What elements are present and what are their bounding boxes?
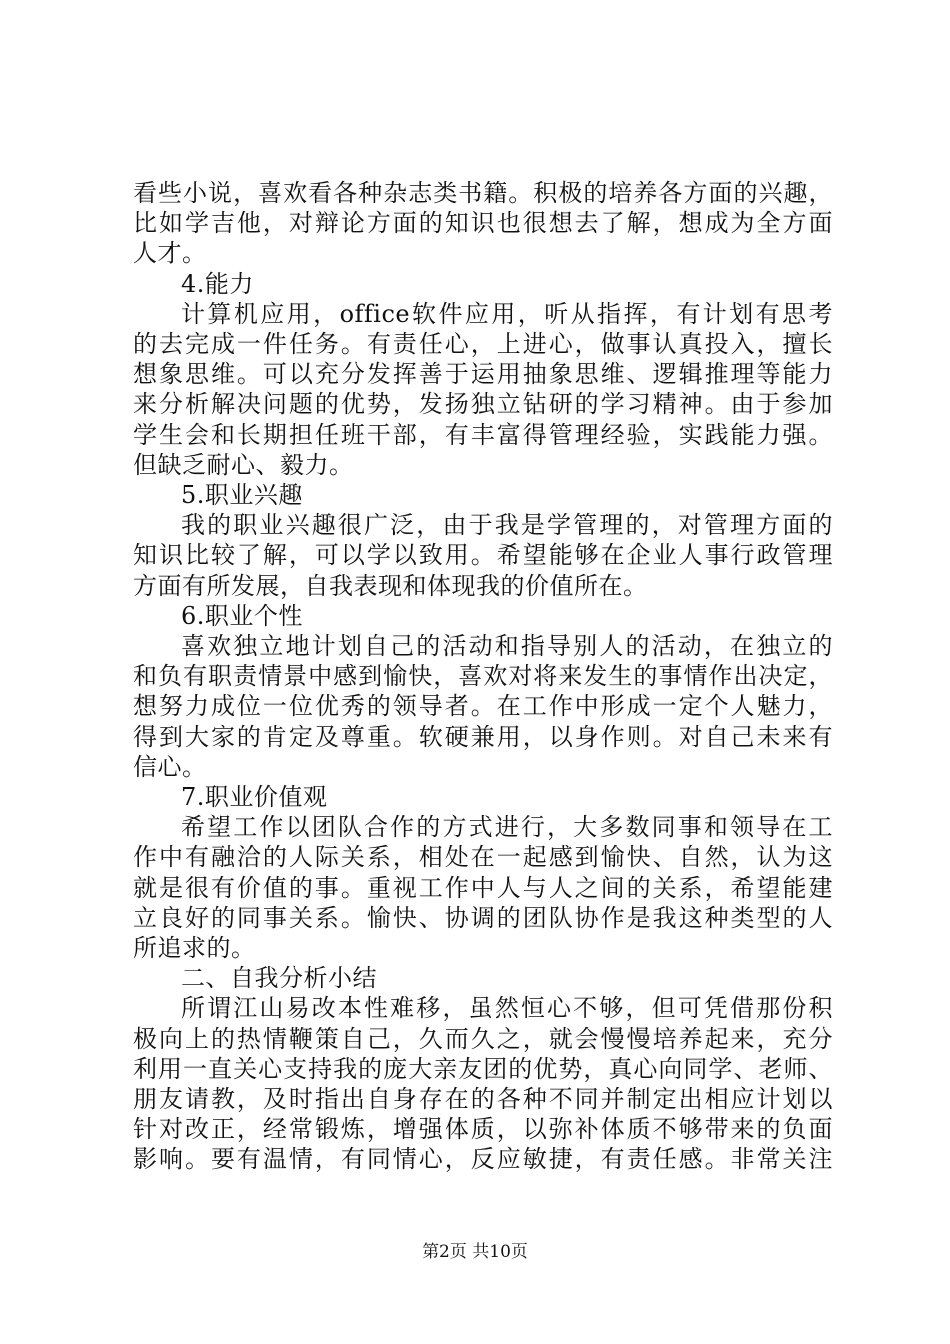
section-heading: 4.能力 — [181, 269, 254, 298]
text-line: 我的职业兴趣很广泛，由于我是学管理的，对管理方面的 — [181, 511, 833, 540]
text-line: 知识比较了解，可以学以致用。希望能够在企业人事行政管理 — [133, 541, 833, 570]
text-line: 方面有所发展，自我表现和体现我的价值所在。 — [133, 571, 648, 600]
text-line: 但缺乏耐心、毅力。 — [133, 450, 354, 479]
text-line: 的去完成一件任务。有责任心，上进心，做事认真投入，擅长 — [133, 330, 833, 358]
text-line: 看些小说，喜欢看各种杂志类书籍。积极的培养各方面的兴趣， — [133, 179, 833, 207]
text-line: 立良好的同事关系。愉快、协调的团队协作是我这种类型的人 — [133, 903, 833, 932]
text-line: 朋友请教，及时指出自身存在的各种不同并制定出相应计划以 — [133, 1085, 833, 1113]
section-heading: 5.职业兴趣 — [181, 481, 303, 509]
text-line: 极向上的热情鞭策自己，久而久之，就会慢慢培养起来，充分 — [133, 1024, 833, 1053]
text-line: 来分析解决问题的优势，发扬独立钻研的学习精神。由于参加 — [133, 390, 833, 419]
text-line: 得到大家的肯定及尊重。软硬兼用，以身作则。对自己未来有 — [133, 722, 833, 751]
text-line: 想象思维。可以充分发挥善于运用抽象思维、逻辑推理等能力 — [133, 360, 833, 389]
text-line: 和负有职责情景中感到愉快，喜欢对将来发生的事情作出决定， — [133, 662, 833, 691]
text-line: 影响。要有温情，有同情心，反应敏捷，有责任感。非常关注 — [133, 1145, 833, 1174]
text-line: 利用一直关心支持我的庞大亲友团的优势，真心向同学、老师、 — [133, 1054, 833, 1083]
text-line: 所谓江山易改本性难移，虽然恒心不够，但可凭借那份积 — [181, 994, 833, 1023]
text-line: 就是很有价值的事。重视工作中人与人之间的关系，希望能建 — [133, 873, 833, 902]
text-line: 比如学吉他，对辩论方面的知识也很想去了解，想成为全方面 — [133, 209, 833, 238]
text-line: 所追求的。 — [133, 934, 256, 962]
page-footer: 第2页 共10页 — [422, 1242, 528, 1262]
text-line: 想努力成位一位优秀的领导者。在工作中形成一定个人魅力， — [133, 692, 833, 721]
text-line: 学生会和长期担任班干部，有丰富得管理经验，实践能力强。 — [133, 420, 833, 449]
section-heading: 二、自我分析小结 — [181, 964, 377, 993]
text-line: 计算机应用，office软件应用，听从指挥，有计划有思考 — [181, 299, 833, 328]
section-heading: 7.职业价值观 — [181, 783, 328, 811]
text-line: 信心。 — [133, 752, 207, 781]
text-line: 希望工作以团队合作的方式进行，大多数同事和领导在工 — [181, 813, 833, 842]
text-line: 人才。 — [133, 239, 207, 268]
text-line: 喜欢独立地计划自己的活动和指导别人的活动，在独立的 — [181, 632, 833, 660]
text-line: 作中有融洽的人际关系，相处在一起感到愉快、自然，认为这 — [133, 843, 833, 872]
text-line: 针对改正，经常锻炼，增强体质，以弥补体质不够带来的负面 — [133, 1115, 833, 1144]
section-heading: 6.职业个性 — [181, 601, 303, 630]
